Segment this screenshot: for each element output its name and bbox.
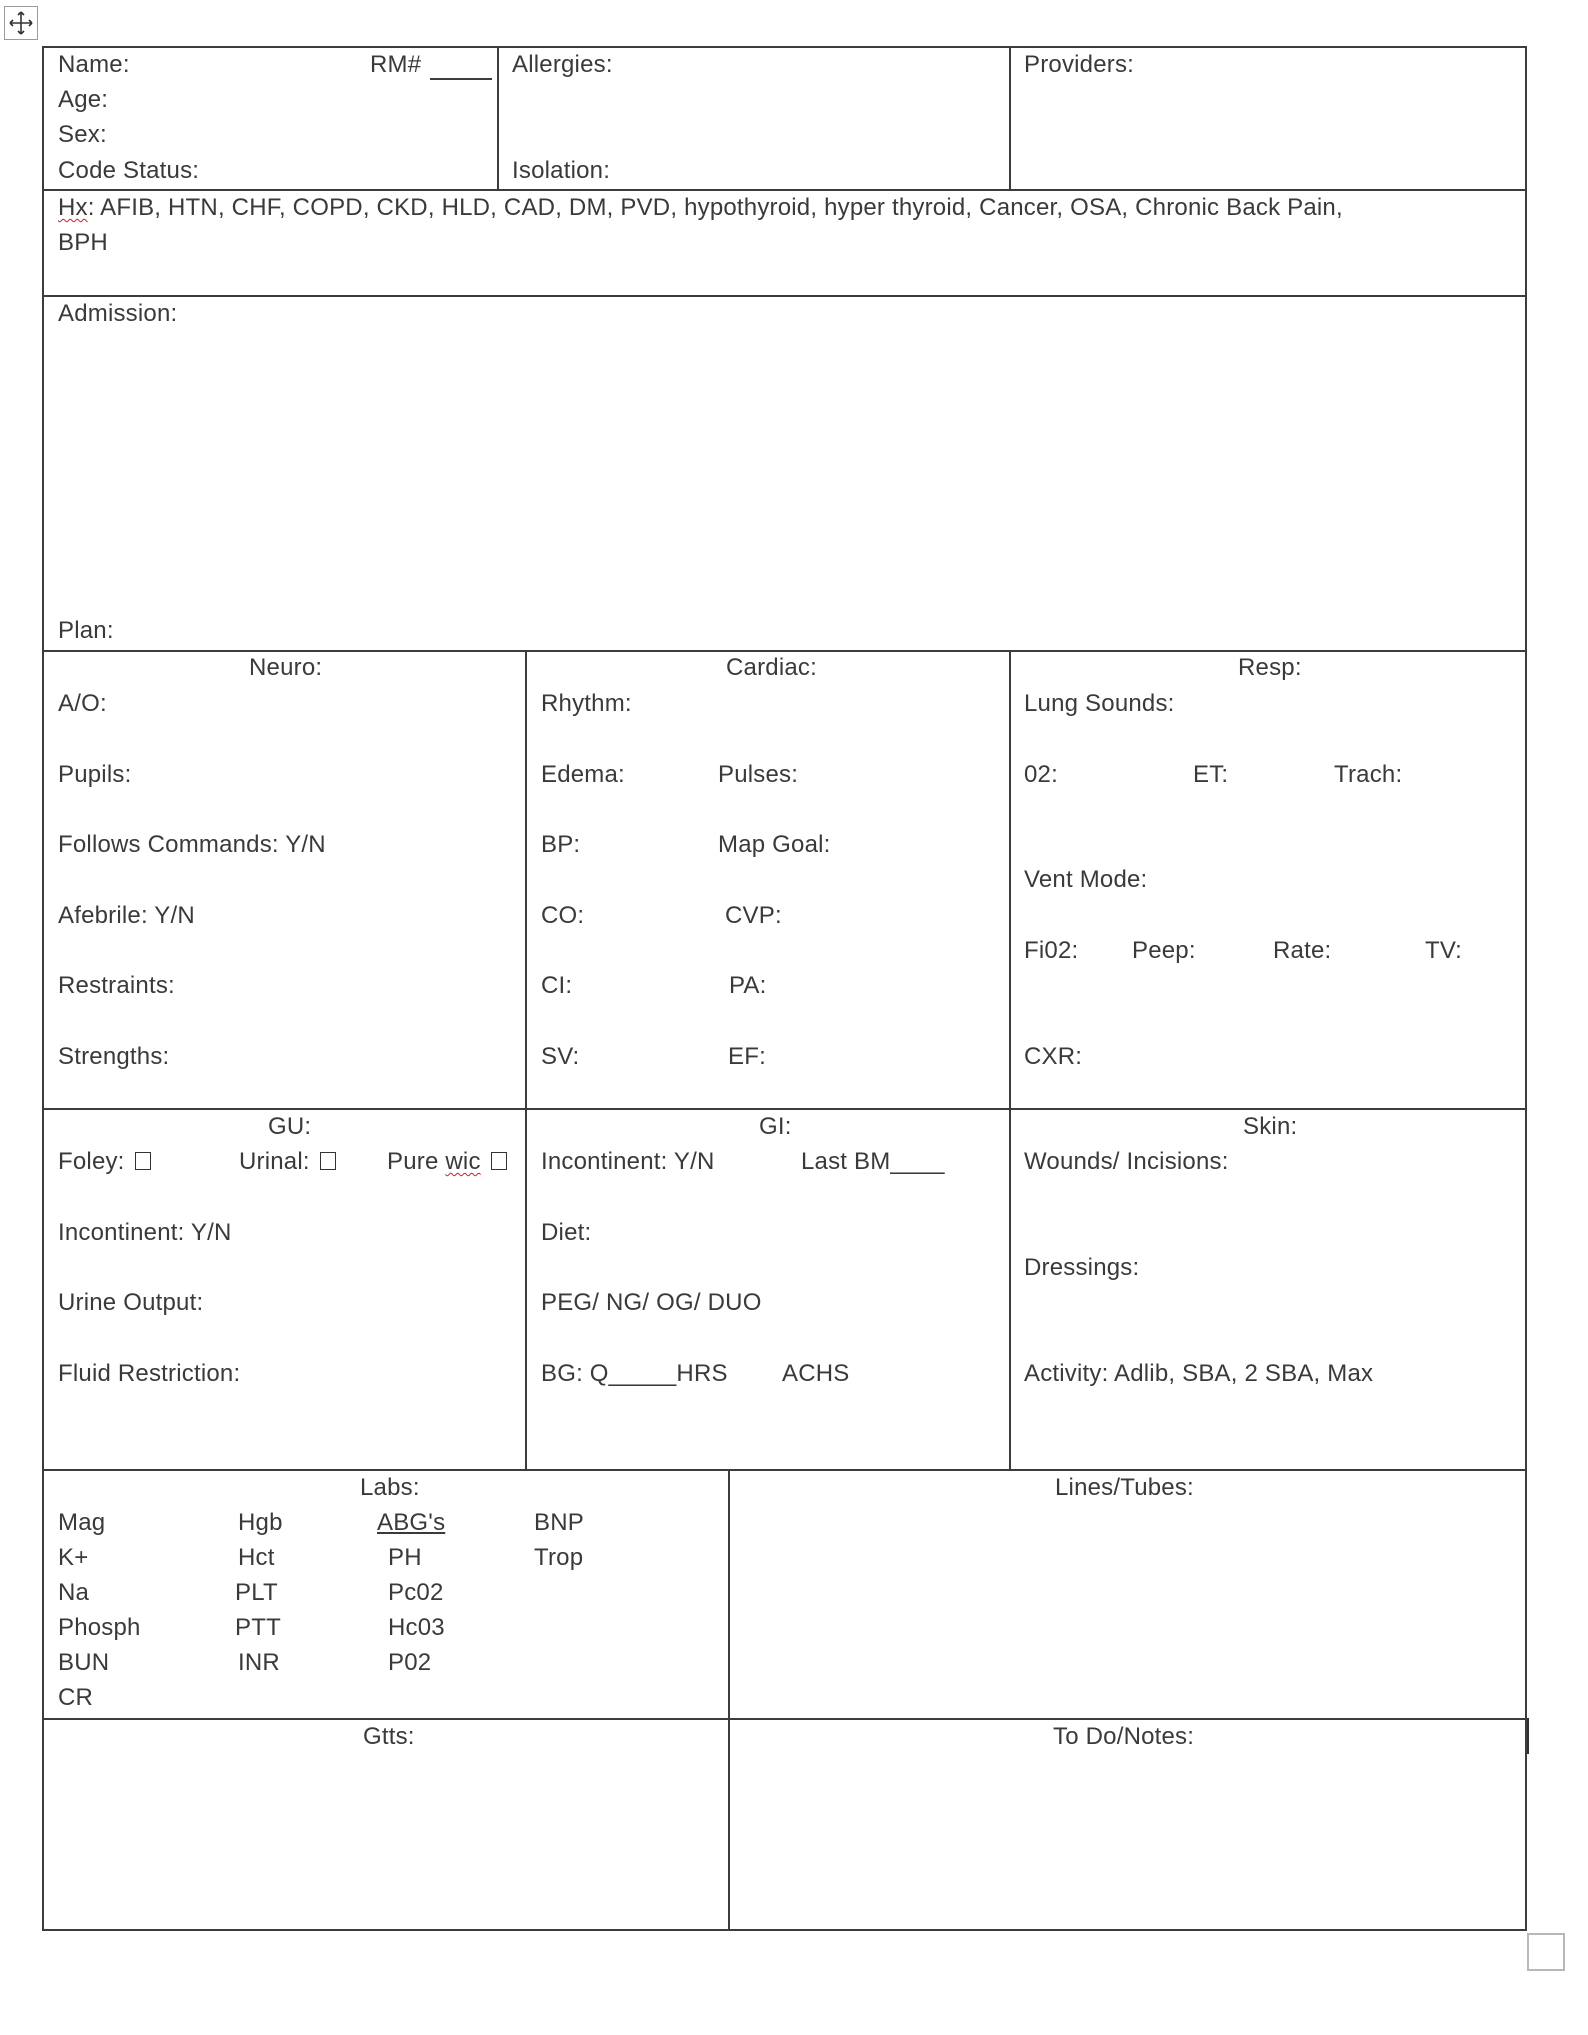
labs-title: Labs: bbox=[360, 1474, 420, 1501]
bg-label: BG: Q_____HRS bbox=[541, 1360, 728, 1387]
diet-label: Diet: bbox=[541, 1219, 592, 1246]
col-divider bbox=[525, 650, 527, 1470]
neuro-item: Pupils: bbox=[58, 761, 132, 788]
col-divider bbox=[728, 1469, 730, 1931]
table-border-right bbox=[1525, 46, 1527, 1931]
lab-item: Na bbox=[58, 1579, 90, 1606]
lab-item: Pc02 bbox=[388, 1579, 444, 1606]
code-status-label: Code Status: bbox=[58, 157, 200, 184]
hx-label: Hx bbox=[58, 194, 88, 221]
neuro-item: A/O: bbox=[58, 690, 107, 717]
lines-tubes-title: Lines/Tubes: bbox=[1055, 1474, 1194, 1501]
urinal-option bbox=[239, 1147, 336, 1177]
bp-label: BP: bbox=[541, 831, 581, 858]
cardiac-title: Cardiac: bbox=[726, 654, 817, 681]
row-divider bbox=[42, 1929, 1527, 1931]
hx-line-1 bbox=[58, 193, 1343, 223]
sex-label: Sex: bbox=[58, 121, 107, 148]
gi-incontinent-label: Incontinent: Y/N bbox=[541, 1148, 715, 1175]
foley-option bbox=[58, 1147, 151, 1177]
urinal-label: Urinal: bbox=[239, 1148, 310, 1175]
plan-label: Plan: bbox=[58, 617, 114, 644]
achs-label: ACHS bbox=[782, 1360, 850, 1387]
row-divider bbox=[42, 46, 1527, 48]
resp-title: Resp: bbox=[1238, 654, 1302, 681]
todo-title: To Do/Notes: bbox=[1053, 1723, 1195, 1750]
rm-label: RM# bbox=[370, 51, 422, 78]
cxr-label: CXR: bbox=[1024, 1043, 1083, 1070]
purewick-label-wic: wic bbox=[445, 1148, 481, 1175]
fio2-label: Fi02: bbox=[1024, 937, 1079, 964]
lab-item: ABG's bbox=[377, 1509, 446, 1536]
neuro-item: Strengths: bbox=[58, 1043, 170, 1070]
vent-mode-label: Vent Mode: bbox=[1024, 866, 1148, 893]
row-divider bbox=[42, 1469, 1527, 1471]
providers-label: Providers: bbox=[1024, 51, 1135, 78]
tv-label: TV: bbox=[1425, 937, 1463, 964]
row-divider bbox=[42, 1108, 1527, 1110]
isolation-label: Isolation: bbox=[512, 157, 611, 184]
ef-label: EF: bbox=[728, 1043, 766, 1070]
rm-underline bbox=[430, 78, 492, 80]
fluid-restriction-label: Fluid Restriction: bbox=[58, 1360, 241, 1387]
text-cursor bbox=[1527, 1718, 1529, 1754]
co-label: CO: bbox=[541, 902, 585, 929]
foley-label: Foley: bbox=[58, 1148, 125, 1175]
lab-item: PH bbox=[388, 1544, 422, 1571]
skin-title: Skin: bbox=[1243, 1113, 1298, 1140]
hx-conditions: : AFIB, HTN, CHF, COPD, CKD, HLD, CAD, DM, PVD, hypothyroid, hyper thyroid, Cancer, OSA, Chronic Back Pain, bbox=[87, 194, 1343, 221]
lab-item: CR bbox=[58, 1684, 94, 1711]
neuro-item: Restraints: bbox=[58, 972, 175, 999]
map-goal-label: Map Goal: bbox=[718, 831, 831, 858]
activity-label: Activity: Adlib, SBA, 2 SBA, Max bbox=[1024, 1360, 1374, 1387]
purewick-option bbox=[387, 1147, 507, 1177]
row-divider bbox=[42, 650, 1527, 652]
age-label: Age: bbox=[58, 86, 109, 113]
admission-label: Admission: bbox=[58, 300, 178, 327]
pa-label: PA: bbox=[729, 972, 767, 999]
neuro-item: Afebrile: Y/N bbox=[58, 902, 195, 929]
lab-item: Hgb bbox=[238, 1509, 283, 1536]
et-label: ET: bbox=[1193, 761, 1229, 788]
lab-item: Trop bbox=[534, 1544, 584, 1571]
gu-title: GU: bbox=[268, 1113, 312, 1140]
neuro-item: Follows Commands: Y/N bbox=[58, 831, 326, 858]
sv-label: SV: bbox=[541, 1043, 580, 1070]
lab-item: INR bbox=[238, 1649, 280, 1676]
table-move-handle-icon[interactable] bbox=[4, 6, 38, 40]
lab-item: PTT bbox=[235, 1614, 281, 1641]
lab-item: K+ bbox=[58, 1544, 89, 1571]
gtts-title: Gtts: bbox=[363, 1723, 415, 1750]
dressings-label: Dressings: bbox=[1024, 1254, 1140, 1281]
purewick-checkbox[interactable] bbox=[491, 1152, 507, 1170]
lab-item: PLT bbox=[235, 1579, 278, 1606]
pulses-label: Pulses: bbox=[718, 761, 799, 788]
lab-item: Hc03 bbox=[388, 1614, 445, 1641]
name-label: Name: bbox=[58, 51, 130, 78]
table-resize-handle-icon[interactable] bbox=[1527, 1933, 1565, 1971]
edema-label: Edema: bbox=[541, 761, 625, 788]
row-divider bbox=[42, 189, 1527, 191]
lab-item: Phosph bbox=[58, 1614, 141, 1641]
lab-item: BUN bbox=[58, 1649, 110, 1676]
col-divider bbox=[1009, 46, 1011, 191]
col-divider bbox=[1009, 650, 1011, 1470]
last-bm-label: Last BM____ bbox=[801, 1148, 945, 1175]
wounds-label: Wounds/ Incisions: bbox=[1024, 1148, 1229, 1175]
rhythm-label: Rhythm: bbox=[541, 690, 632, 717]
gi-title: GI: bbox=[759, 1113, 792, 1140]
cvp-label: CVP: bbox=[725, 902, 782, 929]
peep-label: Peep: bbox=[1132, 937, 1196, 964]
lab-item: Hct bbox=[238, 1544, 275, 1571]
row-divider bbox=[42, 295, 1527, 297]
lab-item: P02 bbox=[388, 1649, 432, 1676]
gu-incontinent-label: Incontinent: Y/N bbox=[58, 1219, 232, 1246]
row-divider bbox=[42, 1718, 1527, 1720]
o2-label: 02: bbox=[1024, 761, 1058, 788]
urine-output-label: Urine Output: bbox=[58, 1289, 204, 1316]
trach-label: Trach: bbox=[1334, 761, 1403, 788]
lab-item: BNP bbox=[534, 1509, 584, 1536]
tubes-label: PEG/ NG/ OG/ DUO bbox=[541, 1289, 762, 1316]
table-border-left bbox=[42, 46, 44, 1931]
neuro-title: Neuro: bbox=[249, 654, 323, 681]
lab-item: Mag bbox=[58, 1509, 106, 1536]
hx-line-2: BPH bbox=[58, 229, 108, 256]
lung-sounds-label: Lung Sounds: bbox=[1024, 690, 1175, 717]
ci-label: CI: bbox=[541, 972, 573, 999]
foley-checkbox[interactable] bbox=[135, 1152, 151, 1170]
rate-label: Rate: bbox=[1273, 937, 1332, 964]
col-divider bbox=[497, 46, 499, 191]
purewick-label-pre: Pure bbox=[387, 1148, 446, 1175]
urinal-checkbox[interactable] bbox=[320, 1152, 336, 1170]
allergies-label: Allergies: bbox=[512, 51, 613, 78]
